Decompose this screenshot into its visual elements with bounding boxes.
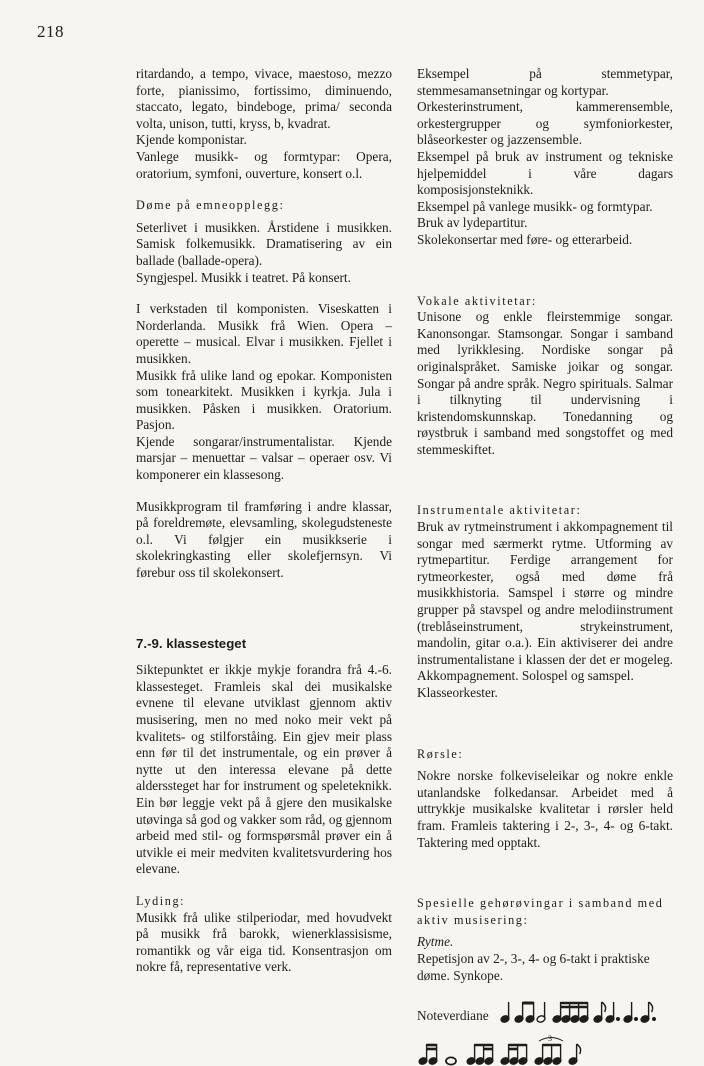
left-column <box>136 66 392 976</box>
paragraph-instruments: Eksempel på bruk av instrument og tekniske hjelpemiddel i våre dagars komposisjonsteknikk. <box>417 148 673 198</box>
paragraph-form-types: Vanlege musikk- og formtypar: Opera, oratorium, symfoni, ouverture, konsert o.l. <box>136 148 392 181</box>
right-column <box>417 66 673 1066</box>
rhythm-patterns-icon <box>417 1034 617 1066</box>
page-number: 218 <box>37 22 64 41</box>
heading-listening: Lyding: <box>136 893 186 908</box>
paragraph-movement: Nokre norske folkeviseleikar og nokre enkle utanlandske folkedansar. Arbeidet med å uttrykkje musikalske kvalitetar i rørsler held fram. Framleis taktering i 2-, 3-, 4- og 6-takt. Taktering med opptakt. <box>417 768 673 850</box>
paragraph-composers: Kjende komponistar. <box>136 132 247 148</box>
note-values-icon <box>499 998 659 1024</box>
paragraph-school-concerts: Skolekonsertar med føre- og etterarbeid. <box>417 231 633 247</box>
paragraph-countries-epochs: Musikk frå ulike land og epokar. Komponisten som tonearkitekt. Musikken i kyrkja. Jula i musikken. Påsken i musikken. Oratorium. Pasjon. <box>136 367 392 433</box>
paragraph-form-types-right: Eksempel på vanlege musikk- og formtypar. <box>417 198 653 214</box>
heading-movement: Rørsle: <box>417 746 464 761</box>
paragraph-workshop: I verkstaden til komponisten. Viseskatten i Norderlanda. Musikk frå Wien. Opera – operette – musical. Elvar i musikken. Fjellet i musikken. <box>136 301 392 366</box>
section-title: 7.-9. klassesteget <box>136 635 247 651</box>
heading-ear-training: Spesielle gehørøvingar i samband med aktiv musisering: <box>417 896 664 927</box>
label-rhythm: Rytme. <box>417 934 454 950</box>
note-values-row <box>417 998 673 1024</box>
paragraph-class-orchestra: Klasseorkester. <box>417 685 498 700</box>
heading-examples: Døme på emneopplegg: <box>136 198 285 213</box>
paragraph-music-program: Musikkprogram til framføring i andre klassar, på foreldremøte, elevsamling, skolegudsteneste o.l. Vi følgjer ein musikkserie i skolekringkasting eller skolefjernsyn. Vi førebur oss til skolekonsert. <box>136 498 392 581</box>
paragraph-orchestra: Orkesterinstrument, kammerensemble, orkestergrupper og symfoniorkester, blåseorkester og jazzensemble. <box>417 99 673 148</box>
heading-vocal: Vokale aktivitetar: <box>417 293 537 308</box>
paragraph-voice-types: Eksempel på stemmetypar, stemmesamansetningar og kortypar. <box>417 66 673 98</box>
heading-instrumental: Instrumentale aktivitetar: <box>417 503 582 518</box>
paragraph-listening: Musikk frå ulike stilperiodar, med hovudvekt på musikk frå barokk, wienerklassisisme, romantikk og vår eiga tid. Konsentrasjon om nokre få, representative verk. <box>136 909 392 975</box>
paragraph-instrumental: Bruk av rytmeinstrument i akkompagnement til songar med særmerkt rytme. Utforming av rytmepartitur. Ferdige arrangement for rytmeorkester, også med døme frå musikkhistoria. Samspel i større og mindre grupper på stavspel og andre melodiinstrument (treblåseinstrument, strykeinstrument, mandolin, gitar o.a.). Ein aktiviserer dei andre instrumentalistane i klassen der det er mogeleg. Akkompagnement. Solospel og samspel. <box>417 519 673 684</box>
triplet-number: 3 <box>548 1034 552 1044</box>
paragraph-examples-2: Syngjespel. Musikk i teatret. På konsert. <box>136 269 351 285</box>
note-values-label: Noteverdiane <box>417 1007 489 1023</box>
paragraph-examples-1: Seterlivet i musikken. Årstidene i musikken. Samisk folkemusikk. Dramatisering av ein ballade (ballade-opera). <box>136 219 392 268</box>
note-values-row-2 <box>417 1034 673 1066</box>
paragraph-vocal: Unisone og enkle fleirstemmige songar. Kanonsongar. Stamsongar. Songar i samband med lyrikklesing. Nordiske songar på originalspråket. Samiske joikar og songar. Songar på andre språk. Negro spirituals. Salmar i tilknyting til undervisning i kristendomskunnskap. Tonedanning og røystbruk i samband med songstoffet og med stemmeskiftet. <box>417 309 673 457</box>
paragraph-repetition: Repetisjon av 2-, 3-, 4- og 6-takt i praktiske døme. Synkope. <box>417 950 650 983</box>
paragraph-music-terms: ritardando, a tempo, vivace, maestoso, mezzo forte, pianissimo, fortissimo, diminuendo, staccato, legato, bindeboge, prima/ seconda volta, unison, tutti, kryss, b, kvadrat. <box>136 66 392 131</box>
paragraph-score: Bruk av lydepartitur. <box>417 215 528 231</box>
paragraph-singers: Kjende songarar/instrumentalistar. Kjende marsjar – menuettar – valsar – operaer osv. Vi komponerer ein klassesong. <box>136 433 392 483</box>
paragraph-purpose: Siktepunktet er ikkje mykje forandra frå 4.-6. klassesteget. Framleis skal dei musikalske evnene til elevane utviklast gjennom aktiv musisering, men no med noko meir vekt på kvalitets- og stilforståing. Ein gjev meir plass enn før til det instrumentale, og ein prøver å nytte ut den interessa elevane på dette alderssteget har for instrument og speleteknikk. Ein bør leggje vekt på å gjere den musikalske utøvinga så god og vakker som råd, og gjennom arbeid med stil- og formspørsmål prøver ein å utvikle ei meir medviten kvalitetsvurdering hos elevane. <box>136 662 392 877</box>
